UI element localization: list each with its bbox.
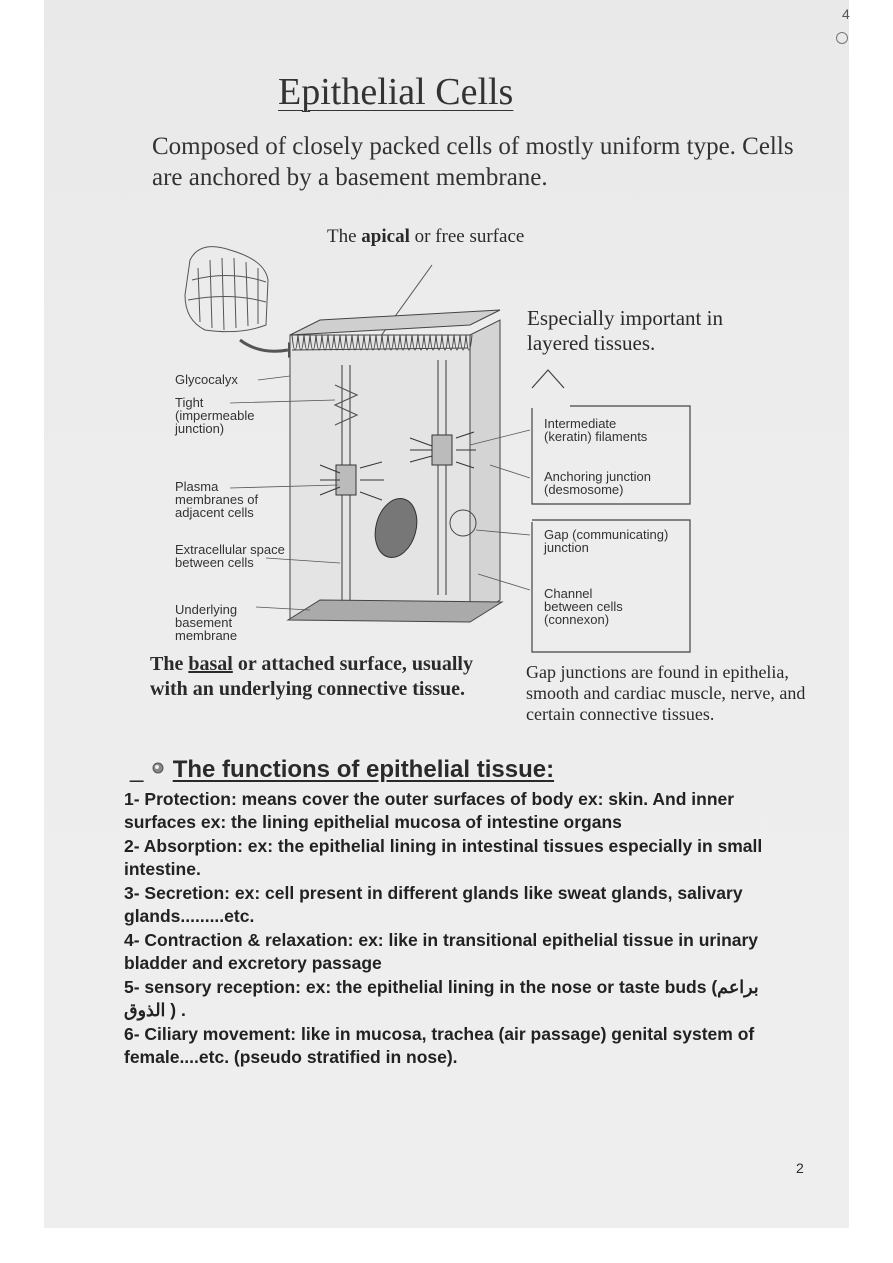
list-item: 5- sensory reception: ex: the epithelial lining in the nose or taste buds (براعم الذوق ) . bbox=[124, 977, 759, 1020]
label-intermediate-filaments: Intermediate (keratin) filaments bbox=[544, 416, 648, 444]
functions-list bbox=[124, 788, 804, 1070]
list-item: 3- Secretion: ex: cell present in different glands like sweat glands, salivary glands.........etc. bbox=[124, 883, 743, 926]
edge-mark: 4 bbox=[842, 6, 850, 22]
inset-arrow bbox=[240, 340, 288, 351]
basement-membrane bbox=[288, 600, 502, 622]
label-gap-junction: Gap (communicating) junction bbox=[544, 527, 669, 555]
functions-heading: _ The functions of epithelial tissue: bbox=[130, 756, 555, 783]
label-underlying-membrane: Underlying basement membrane bbox=[175, 602, 238, 643]
gap-junction-note: Gap junctions are found in epithelia, smooth and cardiac muscle, nerve, and certain connective tissues. bbox=[526, 662, 806, 724]
cell-block bbox=[290, 310, 500, 620]
page-title: Epithelial Cells bbox=[278, 71, 514, 113]
intro-paragraph: Composed of closely packed cells of mostly uniform type. Cells are anchored by a basement membrane. bbox=[152, 133, 794, 191]
label-plasma-membranes: Plasma membranes of adjacent cells bbox=[175, 479, 259, 520]
list-item: 4- Contraction & relaxation: ex: like in transitional epithelial tissue in urinary bladder and excretory passage bbox=[124, 930, 759, 973]
page-number: 2 bbox=[796, 1160, 804, 1176]
label-anchoring-junction: Anchoring junction (desmosome) bbox=[544, 469, 651, 497]
apical-caption: The apical or free surface bbox=[327, 226, 525, 247]
label-extracellular-space: Extracellular space between cells bbox=[175, 542, 285, 570]
list-item: 6- Ciliary movement: like in mucosa, trachea (air passage) genital system of female....etc. (pseudo stratified in nose). bbox=[124, 1024, 755, 1067]
inset-sketch bbox=[185, 247, 268, 332]
list-item: 1- Protection: means cover the outer surfaces of body ex: skin. And inner surfaces ex: the lining epithelial mucosa of intestine organs bbox=[124, 789, 735, 832]
bullet-icon bbox=[150, 761, 166, 775]
label-channel-connexon: Channel between cells (connexon) bbox=[544, 586, 623, 627]
label-glycocalyx: Glycocalyx bbox=[175, 372, 238, 387]
especially-note: Especially important in layered tissues. bbox=[527, 306, 723, 355]
label-tight-junction: Tight (impermeable junction) bbox=[175, 395, 255, 436]
edge-circle bbox=[836, 32, 848, 44]
basal-caption: The basal or attached surface, usually with an underlying connective tissue. bbox=[150, 653, 473, 700]
list-item: 2- Absorption: ex: the epithelial lining in intestinal tissues especially in small intestine. bbox=[124, 836, 763, 879]
